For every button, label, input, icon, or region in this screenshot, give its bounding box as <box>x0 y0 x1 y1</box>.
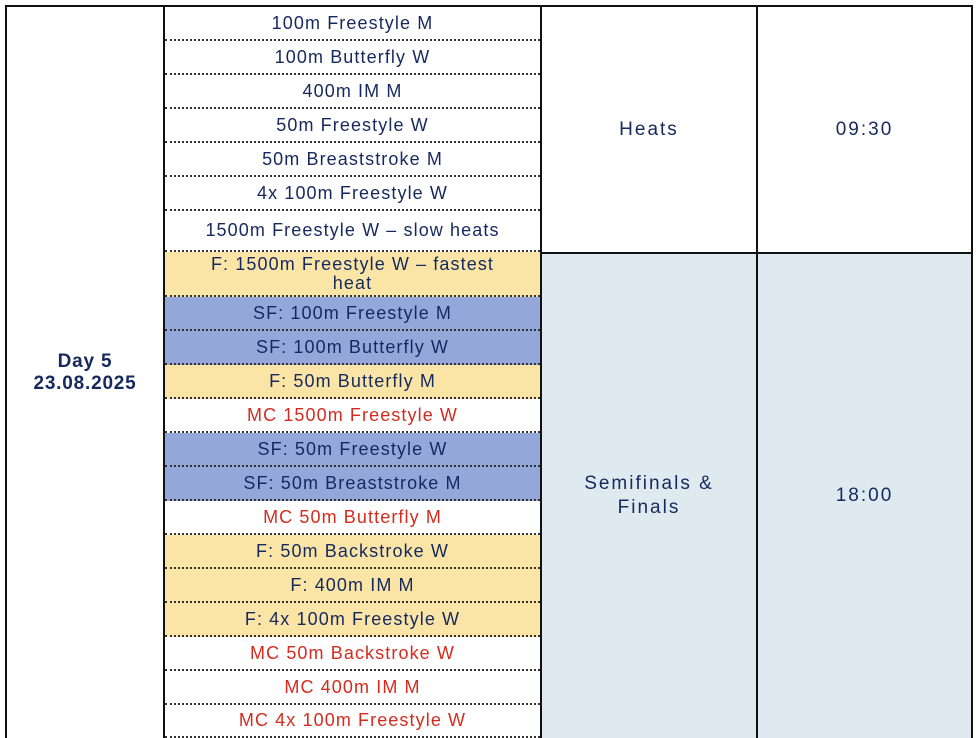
event-name: 1500m Freestyle W – slow heats <box>205 220 500 240</box>
event-name: SF: 100m Butterfly W <box>255 336 450 357</box>
column-divider <box>540 6 542 738</box>
event-row <box>165 569 540 603</box>
event-name: MC 1500m Freestyle W <box>246 404 459 425</box>
event-row <box>165 41 540 75</box>
day-cell <box>7 7 163 738</box>
event-row <box>165 365 540 399</box>
event-name: F: 1500m Freestyle W – fastest heat <box>210 253 495 293</box>
event-row <box>165 671 540 705</box>
event-row <box>165 433 540 467</box>
table-left-border <box>5 6 7 738</box>
event-name: 50m Breaststroke M <box>262 148 443 169</box>
event-row <box>165 399 540 433</box>
column-divider <box>756 6 758 738</box>
event-row <box>165 297 540 331</box>
day-date: 23.08.2025 <box>33 372 137 394</box>
session-semifinals-finals-label: Semifinals & Finals <box>584 473 714 518</box>
day-label: Day 5 <box>57 350 113 372</box>
event-row <box>165 331 540 365</box>
event-name: SF: 50m Breaststroke M <box>243 472 462 493</box>
session-heats: Heats <box>619 118 679 140</box>
event-row <box>165 603 540 637</box>
table-top-border <box>5 5 973 7</box>
event-row <box>165 252 540 297</box>
event-name: SF: 100m Freestyle M <box>252 302 453 323</box>
event-name: 4x 100m Freestyle W <box>257 182 448 203</box>
event-name: F: 4x 100m Freestyle W <box>244 608 461 629</box>
time-heats: 09:30 <box>835 118 894 140</box>
event-name: MC 50m Butterfly M <box>263 506 442 527</box>
events-column <box>165 7 540 738</box>
session-semifinals-finals <box>542 254 756 738</box>
event-name: 400m IM M <box>302 80 403 101</box>
event-name: 50m Freestyle W <box>276 114 429 135</box>
event-name: 100m Freestyle M <box>271 12 434 33</box>
event-row <box>165 501 540 535</box>
time-semifinals-finals: 18:00 <box>758 254 971 738</box>
table-right-border <box>971 6 973 738</box>
event-name: MC 400m IM M <box>284 676 421 697</box>
session-divider <box>540 252 973 254</box>
event-name: 100m Butterfly W <box>274 46 431 67</box>
event-name: F: 50m Backstroke W <box>256 540 449 561</box>
column-divider <box>163 6 165 738</box>
event-row <box>165 637 540 671</box>
event-row <box>165 535 540 569</box>
event-row <box>165 75 540 109</box>
event-row <box>165 177 540 211</box>
event-row <box>165 467 540 501</box>
event-name: MC 50m Backstroke W <box>250 642 455 663</box>
event-name: F: 400m IM M <box>290 574 415 595</box>
event-row <box>165 7 540 41</box>
event-name: F: 50m Butterfly M <box>269 370 436 391</box>
event-row <box>165 143 540 177</box>
event-name: MC 4x 100m Freestyle W <box>238 710 467 730</box>
event-row <box>165 705 540 738</box>
event-row <box>165 211 540 252</box>
event-name: SF: 50m Freestyle W <box>257 438 448 459</box>
event-row <box>165 109 540 143</box>
